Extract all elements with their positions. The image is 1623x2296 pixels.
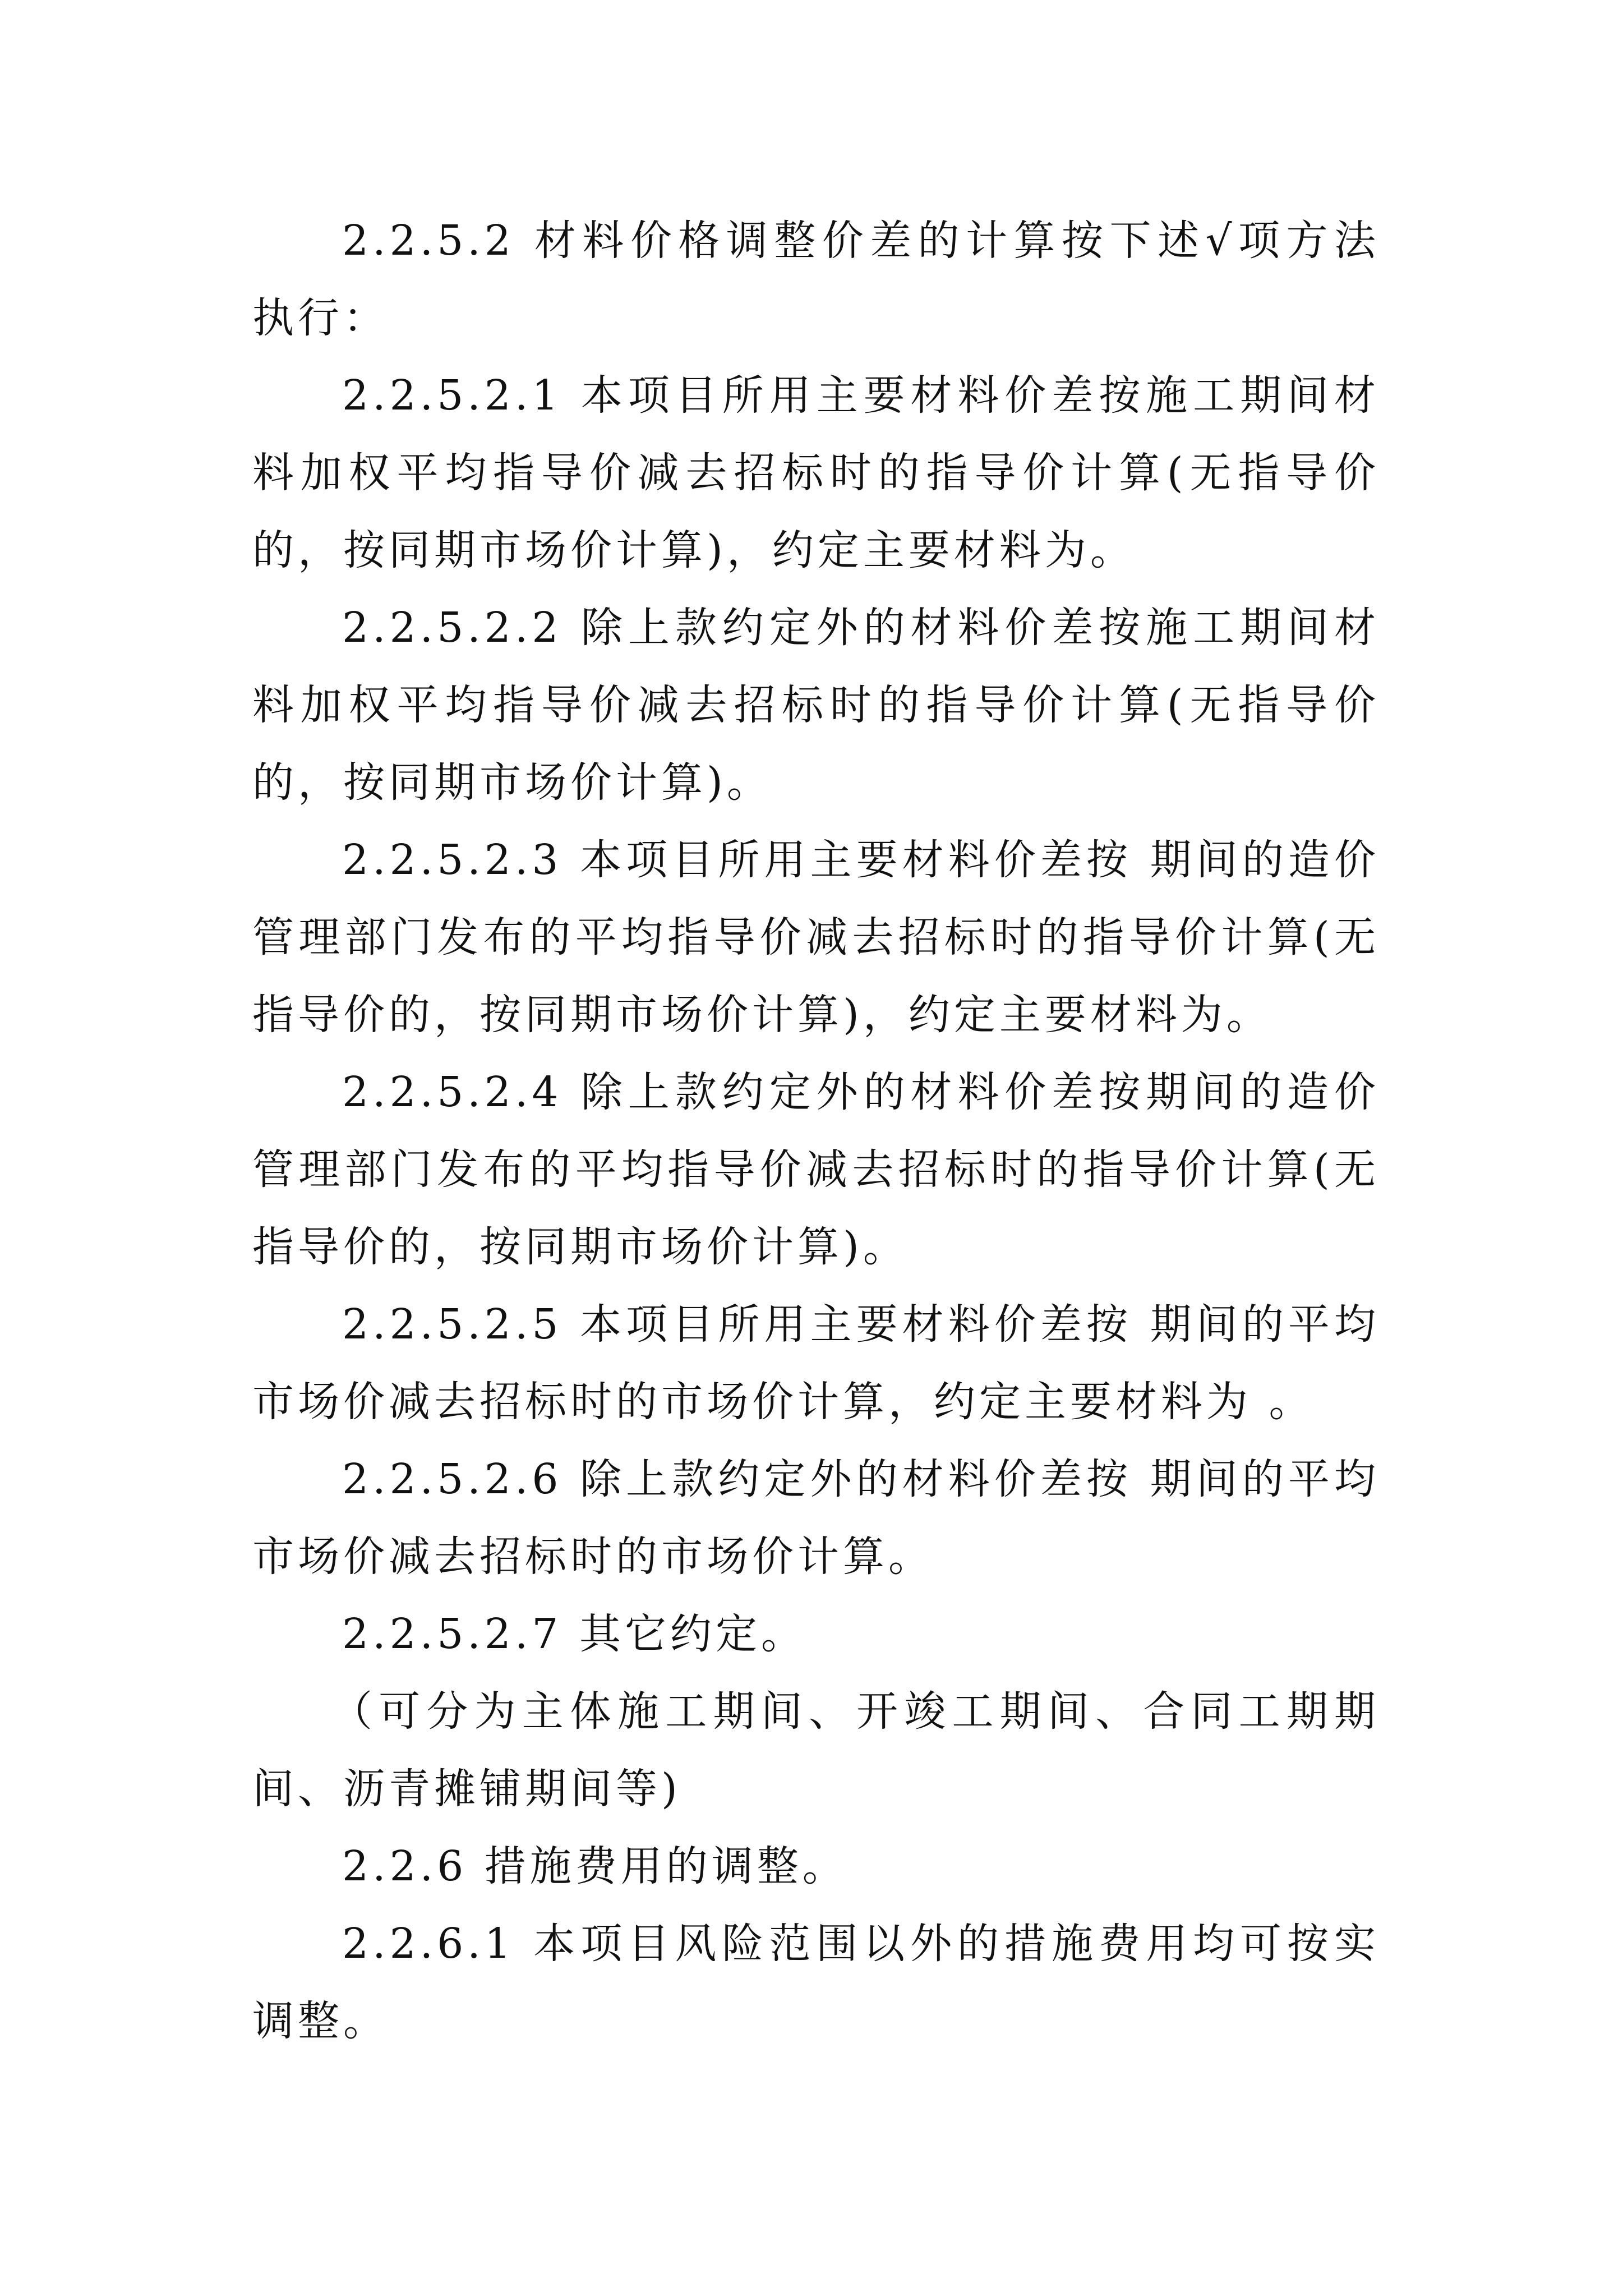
paragraph-2-2-5-2-7: 2.2.5.2.7 其它约定。 xyxy=(342,1610,807,1658)
paragraph-2-2-5-2-6: 2.2.5.2.6 除上款约定外的材料价差按 期间的平均市场价减去招标时的市场价计算。 xyxy=(252,1455,1380,1581)
paragraph-2-2-5-2-3: 2.2.5.2.3 本项目所用主要材料价差按 期间的造价管理部门发布的平均指导价减去招标时的指导价计算(无指导价的，按同期市场价计算)，约定主要材料为。 xyxy=(252,836,1380,1039)
paragraph-2-2-5-2-1: 2.2.5.2.1 本项目所用主要材料价差按施工期间材料加权平均指导价减去招标时的指导价计算(无指导价的，按同期市场价计算)，约定主要材料为。 xyxy=(252,371,1380,574)
paragraph-2-2-5-2-4: 2.2.5.2.4 除上款约定外的材料价差按期间的造价管理部门发布的平均指导价减去招标时的指导价计算(无指导价的，按同期市场价计算)。 xyxy=(252,1068,1380,1271)
paragraph-note: （可分为主体施工期间、开竣工期间、合同工期期间、沥青摊铺期间等) xyxy=(252,1687,1380,1813)
paragraph-2-2-5-2-2: 2.2.5.2.2 除上款约定外的材料价差按施工期间材料加权平均指导价减去招标时的指导价计算(无指导价的，按同期市场价计算)。 xyxy=(252,604,1380,807)
paragraph-2-2-5-2-5: 2.2.5.2.5 本项目所用主要材料价差按 期间的平均市场价减去招标时的市场价计算，约定主要材料为 。 xyxy=(252,1300,1380,1426)
paragraph-2-2-5-2: 2.2.5.2 材料价格调整价差的计算按下述√项方法执行： xyxy=(252,217,1380,342)
paragraph-2-2-6: 2.2.6 措施费用的调整。 xyxy=(342,1842,848,1890)
document-body xyxy=(252,202,1380,2060)
paragraph-2-2-6-1: 2.2.6.1 本项目风险范围以外的措施费用均可按实调整。 xyxy=(252,1920,1380,2045)
